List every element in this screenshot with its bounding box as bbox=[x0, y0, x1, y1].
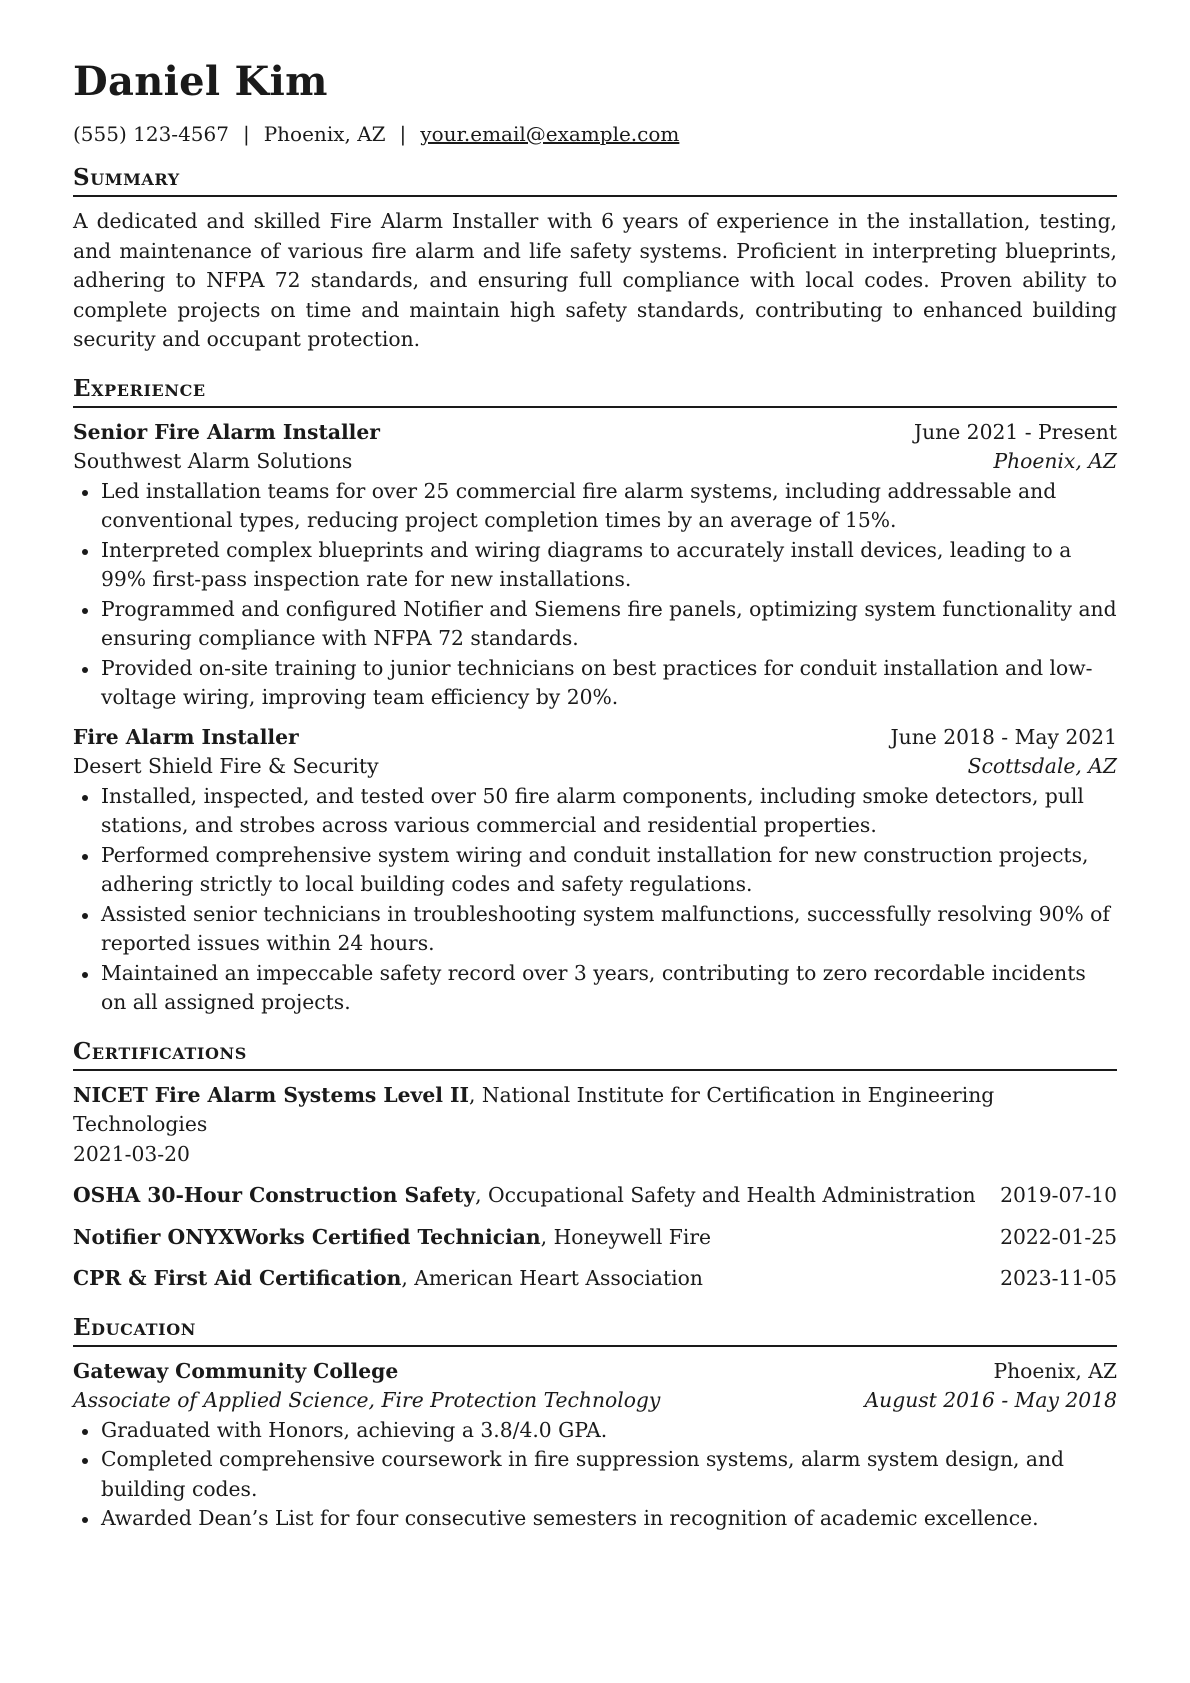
list-item: Led installation teams for over 25 commercial fire alarm systems, including addressable and conventional types, reducing project completion times by an average of 15%. bbox=[73, 477, 1117, 536]
job-location: Phoenix, AZ bbox=[993, 449, 1117, 473]
job-dates: June 2021 - Present bbox=[913, 419, 1117, 444]
job-dates: June 2018 - May 2021 bbox=[890, 724, 1117, 749]
list-item: Programmed and configured Notifier and Siemens fire panels, optimizing system functionality and ensuring compliance with NFPA 72 standards. bbox=[73, 595, 1117, 654]
job-role: Fire Alarm Installer bbox=[73, 724, 299, 749]
list-item: Interpreted complex blueprints and wiring diagrams to accurately install devices, leading to a 99% first-pass inspection rate for new installations. bbox=[73, 536, 1117, 595]
list-item: Completed comprehensive coursework in fire suppression systems, alarm system design, and building codes. bbox=[73, 1445, 1117, 1504]
education-header bbox=[73, 1357, 1117, 1387]
job-bullets bbox=[73, 782, 1117, 1018]
job-location: Scottsdale, AZ bbox=[967, 754, 1117, 778]
list-item: Awarded Dean’s List for four consecutive semesters in recognition of academic excellence. bbox=[73, 1504, 1117, 1534]
job-company: Southwest Alarm Solutions bbox=[73, 449, 353, 473]
cert-issuer: , Occupational Safety and Health Administration bbox=[475, 1183, 976, 1207]
cert-line bbox=[73, 1081, 1117, 1140]
cert-date: 2019-07-10 bbox=[1000, 1183, 1117, 1207]
section-title-summary: Summary bbox=[73, 164, 1117, 197]
summary-text: A dedicated and skilled Fire Alarm Installer with 6 years of experience in the installation, testing, and maintenance of various fire alarm and life safety systems. Proficient in interpreting blueprints, adhering to NFPA 72 standards, and ensuring full compliance with local codes. Proven ability to complete projects on time and maintain high safety standards, contributing to enhanced building security and occupant protection. bbox=[73, 209, 1117, 351]
education-dates: August 2016 - May 2018 bbox=[864, 1388, 1117, 1412]
education-subheader bbox=[73, 1386, 1117, 1416]
separator: | bbox=[242, 122, 250, 146]
cert-entry bbox=[73, 1223, 1117, 1253]
list-item: Graduated with Honors, achieving a 3.8/4.0 GPA. bbox=[73, 1416, 1117, 1446]
section-title-education: Education bbox=[73, 1314, 1117, 1347]
cert-date: 2023-11-05 bbox=[1000, 1266, 1117, 1290]
cert-name: OSHA 30-Hour Construction Safety bbox=[73, 1183, 476, 1207]
cert-name: Notifier ONYXWorks Certified Technician bbox=[73, 1224, 541, 1249]
contact-line bbox=[73, 120, 1117, 148]
cert-issuer: , Honeywell Fire bbox=[540, 1224, 712, 1249]
section-title-experience: Experience bbox=[73, 375, 1117, 408]
email-link[interactable]: your.email@example.com bbox=[420, 122, 680, 146]
list-item: Installed, inspected, and tested over 50 fire alarm components, including smoke detectors, pull stations, and strobes across various commercial and residential properties. bbox=[73, 782, 1117, 841]
school-name: Gateway Community College bbox=[73, 1358, 399, 1383]
job-subheader bbox=[73, 447, 1117, 477]
cert-issuer: , National Institute for Certification in Engineering Technologies bbox=[73, 1082, 995, 1136]
job-subheader bbox=[73, 752, 1117, 782]
job-entry bbox=[73, 723, 1117, 1018]
candidate-name: Daniel Kim bbox=[73, 58, 328, 105]
location: Phoenix, AZ bbox=[263, 122, 386, 146]
list-item: Maintained an impeccable safety record over 3 years, contributing to zero recordable incidents on all assigned projects. bbox=[73, 959, 1117, 1018]
cert-line bbox=[73, 1181, 976, 1211]
list-item: Provided on-site training to junior technicians on best practices for conduit installation and low-voltage wiring, improving team efficiency by 20%. bbox=[73, 654, 1117, 713]
degree: Associate of Applied Science, Fire Protection Technology bbox=[73, 1388, 661, 1412]
job-entry bbox=[73, 418, 1117, 713]
cert-line bbox=[73, 1264, 703, 1294]
cert-name: CPR & First Aid Certification bbox=[73, 1266, 402, 1290]
cert-date: 2022-01-25 bbox=[1000, 1224, 1117, 1249]
job-header bbox=[73, 418, 1117, 448]
job-header bbox=[73, 723, 1117, 753]
section-title-certifications: Certifications bbox=[73, 1038, 1117, 1071]
phone-number: (555) 123-4567 bbox=[73, 122, 229, 146]
cert-date: 2021-03-20 bbox=[73, 1141, 190, 1166]
cert-issuer: , American Heart Association bbox=[401, 1266, 703, 1290]
education-entry bbox=[73, 1357, 1117, 1534]
education-bullets bbox=[73, 1416, 1117, 1534]
cert-entry bbox=[73, 1081, 1117, 1170]
cert-entry bbox=[73, 1264, 1117, 1294]
school-location: Phoenix, AZ bbox=[993, 1358, 1117, 1383]
cert-name: NICET Fire Alarm Systems Level II bbox=[73, 1082, 469, 1107]
cert-entry bbox=[73, 1181, 1117, 1211]
job-bullets bbox=[73, 477, 1117, 713]
job-role: Senior Fire Alarm Installer bbox=[73, 419, 380, 444]
list-item: Performed comprehensive system wiring and conduit installation for new construction projects, adhering strictly to local building codes and safety regulations. bbox=[73, 841, 1117, 900]
cert-line bbox=[73, 1223, 711, 1253]
separator: | bbox=[399, 122, 407, 146]
job-company: Desert Shield Fire & Security bbox=[73, 754, 379, 778]
list-item: Assisted senior technicians in troubleshooting system malfunctions, successfully resolving 90% of reported issues within 24 hours. bbox=[73, 900, 1117, 959]
